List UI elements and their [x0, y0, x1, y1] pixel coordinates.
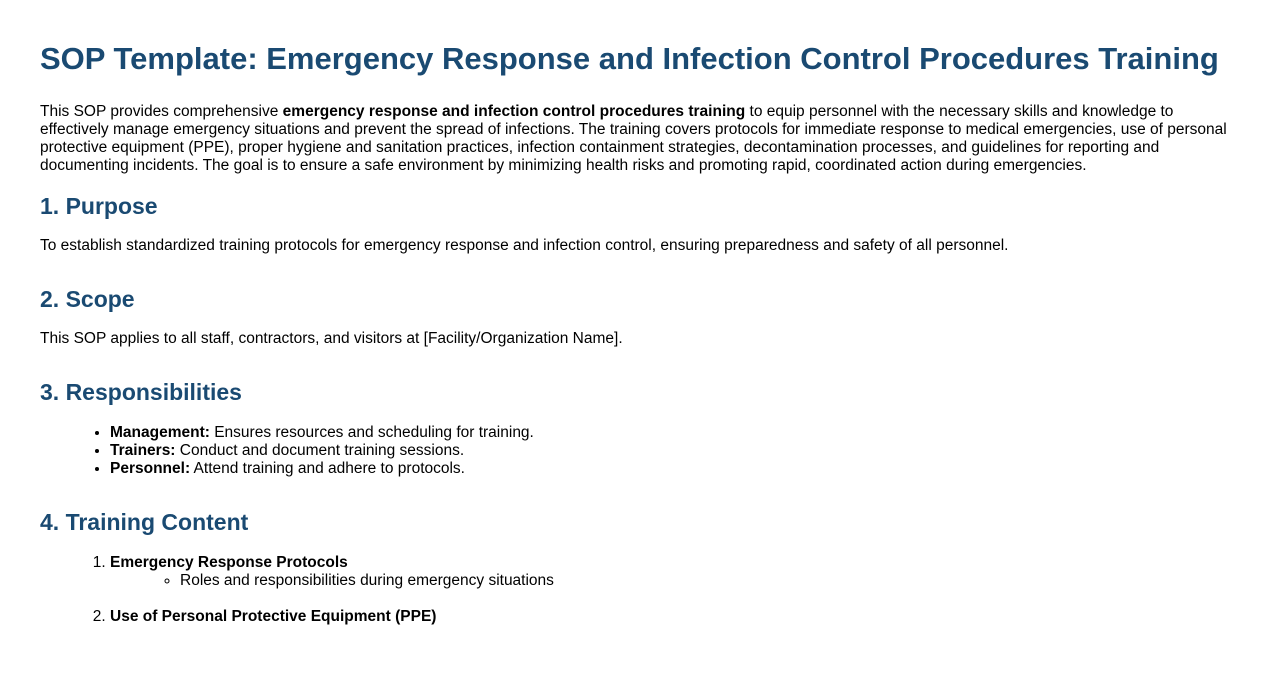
scope-text: This SOP applies to all staff, contractors, and visitors at [Facility/Organization Name].: [40, 330, 623, 347]
responsibility-role: Trainers:: [110, 442, 176, 459]
responsibilities-heading: 3. Responsibilities: [40, 379, 242, 405]
purpose-text: To establish standardized training protocols for emergency response and infection control, ensuring preparedness and safety of all personnel.: [40, 237, 1009, 254]
list-item: [110, 442, 1230, 460]
purpose-heading: 1. Purpose: [40, 193, 158, 219]
scope-section: [40, 285, 1230, 348]
training-subitem-list: [110, 572, 1230, 590]
training-item-title: Use of Personal Protective Equipment (PPE): [110, 608, 437, 625]
training-content-list: [40, 554, 1230, 626]
scope-heading: 2. Scope: [40, 286, 135, 312]
responsibilities-section: [40, 378, 1230, 478]
responsibility-text: Attend training and adhere to protocols.: [190, 460, 465, 477]
training-content-section: [40, 508, 1230, 626]
list-item: [110, 424, 1230, 442]
intro-text-after: to equip personnel with the necessary skills and knowledge to effectively manage emergency situations and prevent the spread of infections. The training covers protocols for immediate response to medical emergencies, use of personal protective equipment (PPE), proper hygiene and sanitation practices, infection containment strategies, decontamination processes, and guidelines for reporting and documenting incidents. The goal is to ensure a safe environment by minimizing health risks and promoting rapid, coordinated action during emergencies.: [40, 103, 1227, 174]
list-item: [110, 460, 1230, 478]
training-subitem: ◦ Roles and responsibilities during emergency situations: [180, 572, 1230, 590]
responsibility-role: Management:: [110, 424, 210, 441]
page-title: SOP Template: Emergency Response and Infection Control Procedures Training: [40, 41, 1219, 76]
intro-text-bold: emergency response and infection control procedures training: [282, 103, 746, 120]
intro-paragraph: [40, 103, 1230, 175]
training-item-title: Emergency Response Protocols: [110, 554, 348, 571]
training-content-heading: 4. Training Content: [40, 509, 249, 535]
sop-document: [40, 0, 1230, 644]
purpose-section: [40, 192, 1230, 255]
responsibility-text: Conduct and document training sessions.: [175, 442, 465, 459]
responsibility-text: Ensures resources and scheduling for training.: [209, 424, 534, 441]
responsibility-role: Personnel:: [110, 460, 191, 477]
list-item: [110, 554, 1230, 590]
intro-text-before: This SOP provides comprehensive: [40, 103, 283, 120]
list-item: [110, 608, 1230, 626]
responsibilities-list: [40, 424, 1230, 478]
